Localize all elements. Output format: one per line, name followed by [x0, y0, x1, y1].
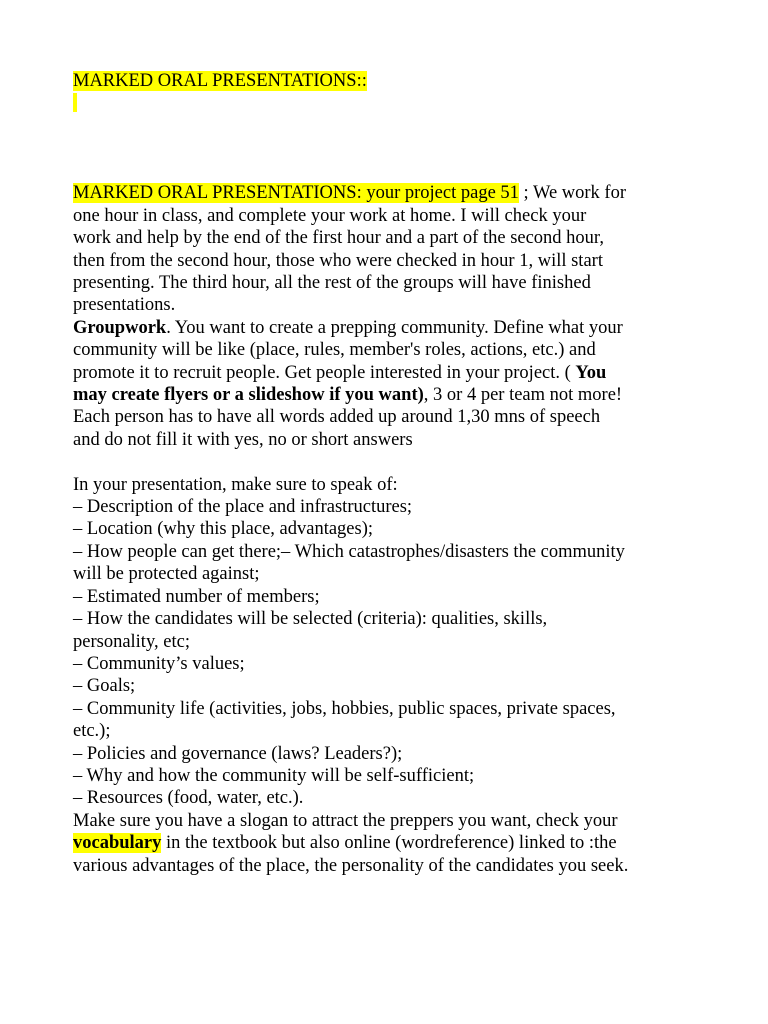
list-item: – How people can get there;– Which catastrophes/disasters the community	[73, 541, 625, 562]
groupwork-line: , 3 or 4 per team not more!	[423, 385, 623, 406]
groupwork-label: Groupwork	[73, 317, 167, 338]
intro-highlight: MARKED ORAL PRESENTATIONS: your project page 51	[73, 183, 519, 204]
highlighted-empty-line	[73, 93, 77, 112]
intro-line: then from the second hour, those who were checked in hour 1, will start	[73, 250, 603, 271]
list-item: etc.);	[73, 721, 111, 742]
intro-after-highlight: ; We work for	[518, 183, 626, 204]
groupwork-line: promote it to recruit people. Get people interested in your project. (	[73, 362, 576, 383]
intro-line: one hour in class, and complete your work at home. I will check your	[73, 205, 587, 226]
presentation-list	[73, 474, 703, 810]
intro-line: work and help by the end of the first hour and a part of the second hour,	[73, 228, 604, 249]
page-heading	[73, 70, 703, 92]
groupwork-line: . You want to create a prepping community. Define what your	[166, 317, 623, 338]
slogan-line: various advantages of the place, the personality of the candidates you seek.	[73, 855, 629, 876]
slogan-line: in the textbook but also online (wordreference) linked to :the	[161, 833, 617, 854]
list-item: will be protected against;	[73, 564, 260, 585]
list-item: – Community’s values;	[73, 653, 245, 674]
groupwork-line: community will be like (place, rules, member's roles, actions, etc.) and	[73, 340, 596, 361]
slogan-line: Make sure you have a slogan to attract the preppers you want, check your	[73, 810, 618, 831]
list-item: – How the candidates will be selected (criteria): qualities, skills,	[73, 609, 548, 630]
list-item: – Resources (food, water, etc.).	[73, 788, 304, 809]
document-page	[73, 70, 703, 877]
groupwork-paragraph	[73, 317, 703, 451]
intro-paragraph	[73, 182, 703, 316]
intro-line: presentations.	[73, 295, 176, 316]
heading-highlight: MARKED ORAL PRESENTATIONS::	[73, 71, 367, 91]
presentation-intro: In your presentation, make sure to speak of:	[73, 474, 398, 495]
list-item: – Estimated number of members;	[73, 586, 320, 607]
groupwork-line: and do not fill it with yes, no or short answers	[73, 429, 413, 450]
vocabulary-highlight: vocabulary	[73, 833, 162, 854]
slogan-paragraph	[73, 810, 703, 877]
list-item: – Location (why this place, advantages);	[73, 519, 374, 540]
groupwork-line: Each person has to have all words added up around 1,30 mns of speech	[73, 407, 601, 428]
list-item: – Why and how the community will be self-sufficient;	[73, 765, 475, 786]
list-item: personality, etc;	[73, 631, 190, 652]
groupwork-bold: may create flyers or a slideshow if you want)	[73, 385, 424, 406]
list-item: – Community life (activities, jobs, hobbies, public spaces, private spaces,	[73, 698, 616, 719]
intro-line: presenting. The third hour, all the rest of the groups will have finished	[73, 273, 591, 294]
list-item: – Policies and governance (laws? Leaders?);	[73, 743, 403, 764]
list-item: – Goals;	[73, 676, 136, 697]
groupwork-bold: You	[575, 362, 607, 383]
list-item: – Description of the place and infrastructures;	[73, 497, 413, 518]
